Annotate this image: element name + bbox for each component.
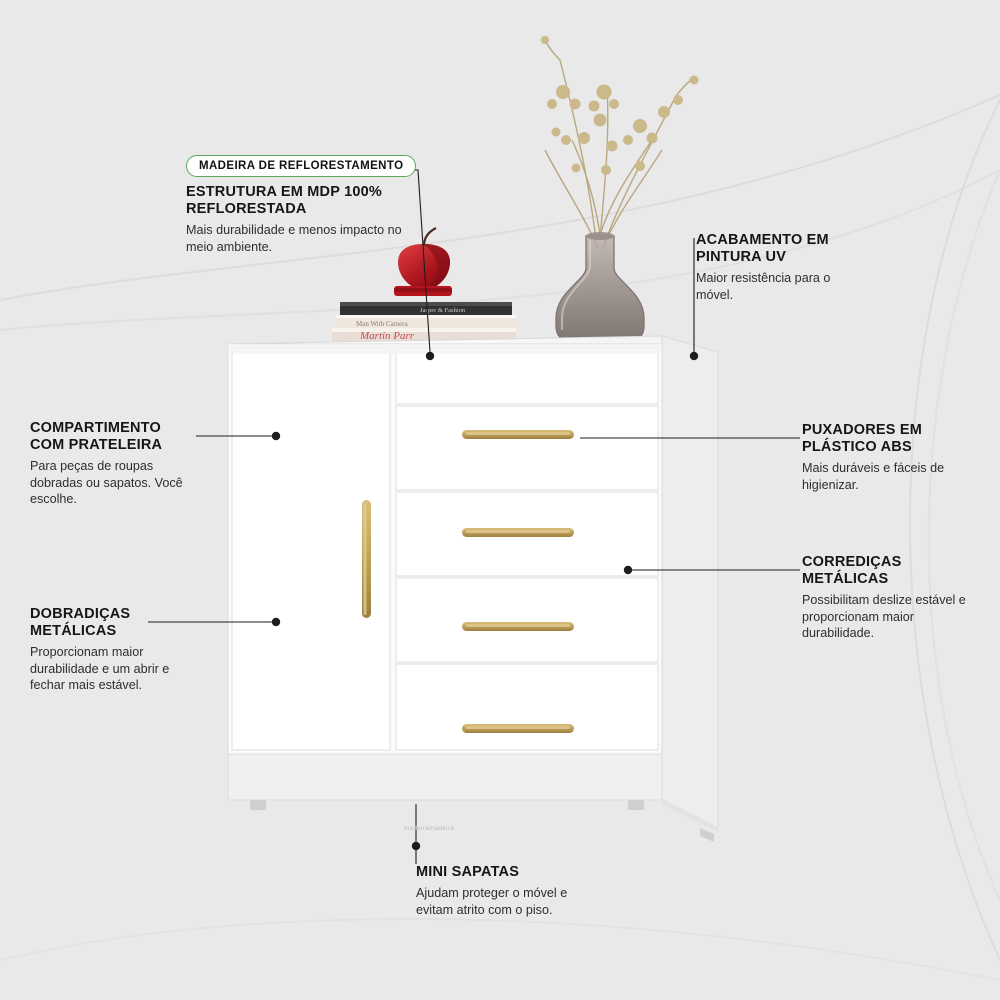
- callout-puxadores-title: PUXADORES EM PLÁSTICO ABS: [802, 422, 923, 455]
- callout-sapatas-title: MINI SAPATAS: [416, 864, 520, 880]
- callout-corredicas-title: CORREDIÇAS METÁLICAS: [802, 554, 902, 587]
- callout-dobradicas-body: Proporcionam maior durabilidade e um abrir e fechar mais estável.: [30, 645, 170, 692]
- callout-puxadores-body: Mais duráveis e fáceis de higienizar.: [802, 461, 945, 492]
- callout-puxadores: [802, 422, 968, 493]
- svg-text:Man With Camera: Man With Camera: [356, 320, 408, 328]
- callout-sapatas: [416, 864, 586, 918]
- svg-text:Jasper & Fashion: Jasper & Fashion: [420, 307, 466, 314]
- callout-acabamento-body: Maior resistência para o móvel.: [696, 271, 831, 302]
- callout-estrutura-title: ESTRUTURA EM MDP 100% REFLORESTADA: [186, 184, 382, 217]
- badge-madeira-reflorestamento: MADEIRA DE REFLORESTAMENTO: [186, 155, 416, 177]
- callout-estrutura-body: Mais durabilidade e menos impacto no meio ambiente.: [186, 223, 402, 254]
- callout-corredicas: [802, 554, 974, 642]
- callout-compartimento-title: COMPARTIMENTO COM PRATELEIRA: [30, 420, 163, 453]
- callout-dobradicas-title: DOBRADIÇAS METÁLICAS: [30, 606, 131, 639]
- callout-acabamento-title: ACABAMENTO EM PINTURA UV: [696, 232, 829, 265]
- callout-estrutura: [186, 155, 418, 255]
- callout-sapatas-body: Ajudam proteger o móvel e evitam atrito com o piso.: [416, 886, 568, 917]
- watermark: madeiramadeira: [404, 826, 455, 832]
- callout-compartimento-body: Para peças de roupas dobradas ou sapatos. Você escolhe.: [30, 459, 183, 506]
- svg-text:Martin Parr: Martin Parr: [360, 330, 415, 342]
- callout-compartimento: [30, 420, 198, 508]
- callout-dobradicas: [30, 606, 200, 694]
- callout-acabamento: [696, 232, 868, 303]
- callout-corredicas-body: Possibilitam deslize estável e proporcionam maior durabilidade.: [802, 593, 966, 640]
